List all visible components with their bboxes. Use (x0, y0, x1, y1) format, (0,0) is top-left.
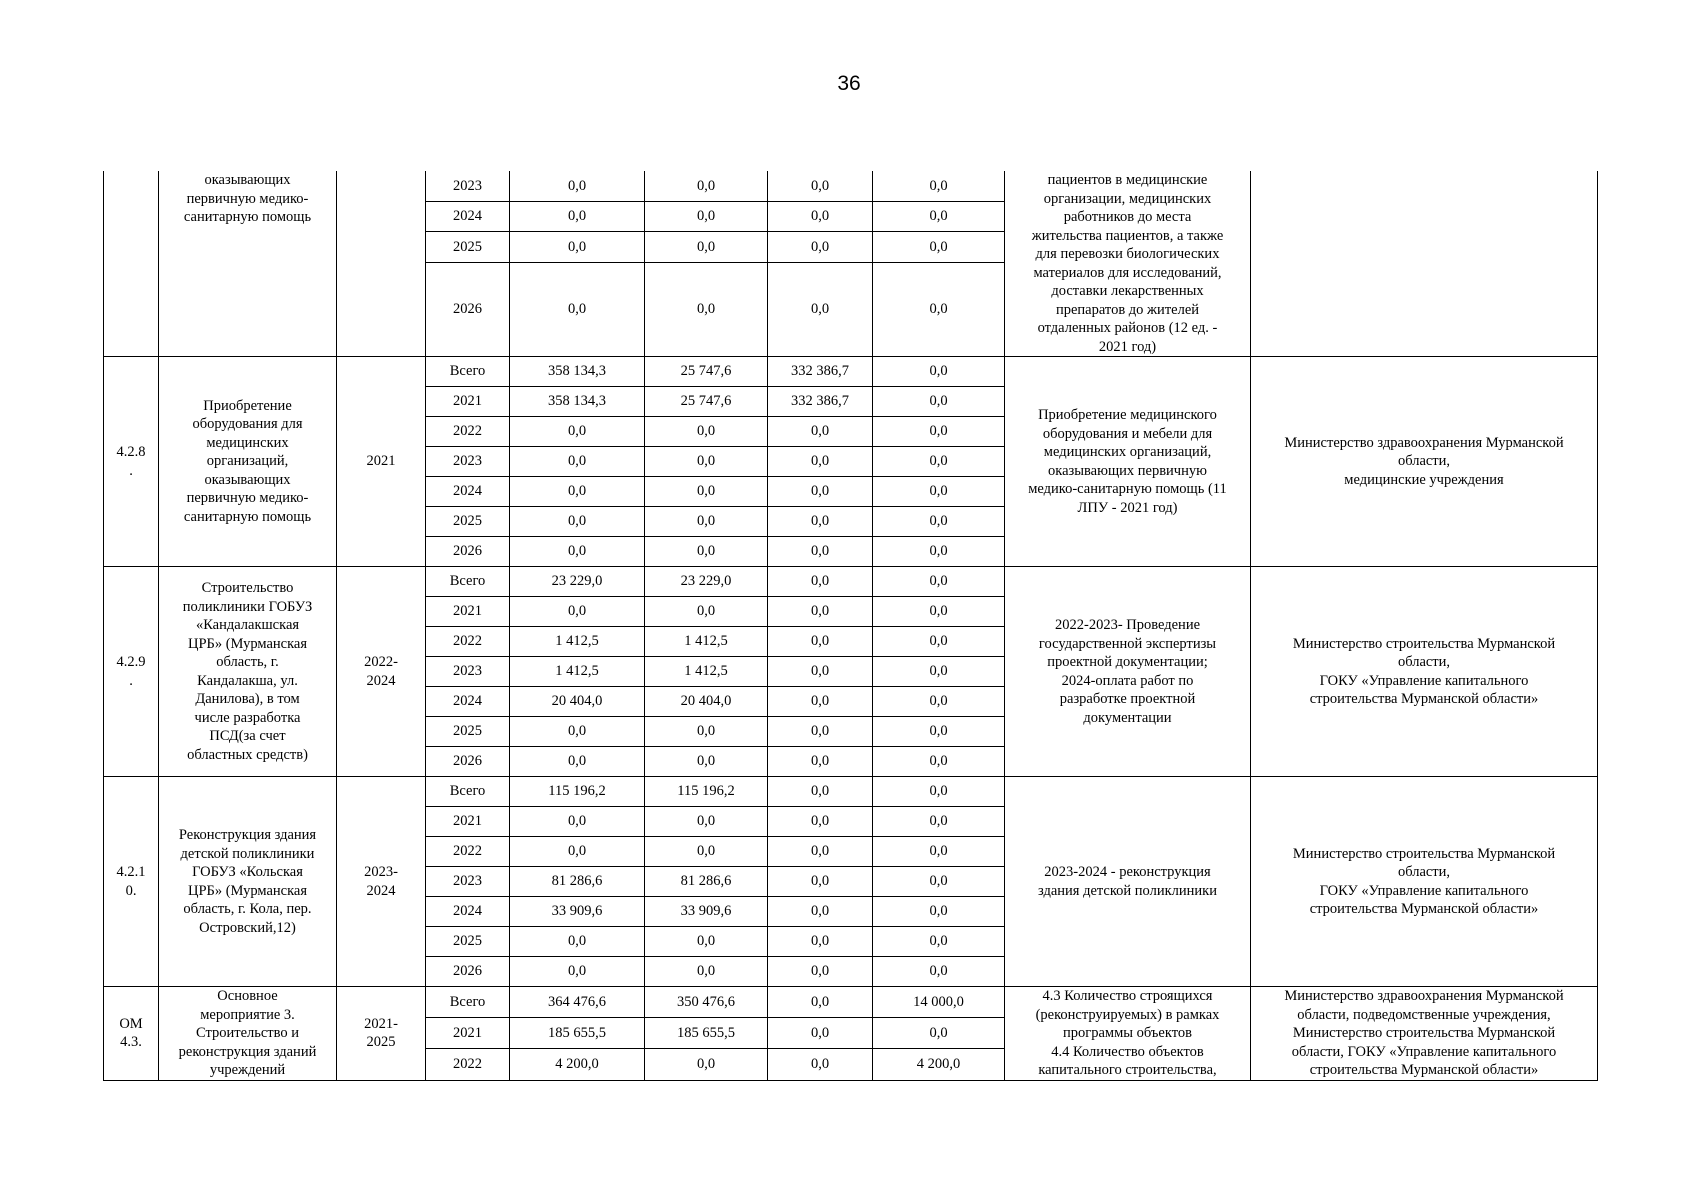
funding-cell: 0,0 (768, 897, 873, 927)
funding-cell: 0,0 (768, 747, 873, 777)
activity-period-cell: 2022- 2024 (337, 567, 426, 777)
funding-cell: 0,0 (768, 567, 873, 597)
table-row (104, 357, 1598, 387)
funding-cell: 0,0 (645, 201, 768, 231)
funding-cell: 0,0 (645, 747, 768, 777)
funding-cell: 0,0 (768, 507, 873, 537)
year-cell: 2022 (426, 1049, 510, 1080)
activity-number-cell: 4.2.8 . (104, 357, 159, 567)
funding-cell: 0,0 (768, 447, 873, 477)
funding-cell: 25 747,6 (645, 387, 768, 417)
year-cell: 2026 (426, 537, 510, 567)
funding-cell: 0,0 (768, 957, 873, 987)
year-cell: 2025 (426, 927, 510, 957)
funding-cell: 332 386,7 (768, 387, 873, 417)
total-cell: 81 286,6 (510, 867, 645, 897)
activity-number-cell: ОМ 4.3. (104, 987, 159, 1081)
funding-cell: 20 404,0 (645, 687, 768, 717)
table-row (104, 567, 1598, 597)
funding-cell: 0,0 (645, 447, 768, 477)
total-cell: 1 412,5 (510, 627, 645, 657)
funding-cell: 115 196,2 (645, 777, 768, 807)
total-cell: 0,0 (510, 837, 645, 867)
funding-cell: 0,0 (768, 657, 873, 687)
funding-cell: 0,0 (873, 927, 1005, 957)
total-cell: 33 909,6 (510, 897, 645, 927)
activity-name-cell: Строительство поликлиники ГОБУЗ «Кандалакшская ЦРБ» (Мурманская область, г. Кандалакша, ул. Данилова), в том числе разработка ПСД(за счет областных средств) (159, 567, 337, 777)
funding-cell: 0,0 (645, 957, 768, 987)
activity-name-cell: Реконструкция здания детской поликлиники ГОБУЗ «Кольская ЦРБ» (Мурманская область, г. Кола, пер. Островский,12) (159, 777, 337, 987)
activity-number-cell: 4.2.1 0. (104, 777, 159, 987)
funding-cell: 0,0 (768, 777, 873, 807)
total-cell: 20 404,0 (510, 687, 645, 717)
result-cell: пациентов в медицинские организации, медицинских работников до места жительства пациентов, а также для перевозки биологических материалов для исследований, доставки лекарственных препаратов до жителей отдаленных районов (12 ед. - 2021 год) (1005, 171, 1251, 357)
total-cell: 4 200,0 (510, 1049, 645, 1080)
page-number: 36 (837, 72, 861, 95)
funding-cell: 0,0 (873, 867, 1005, 897)
funding-cell: 0,0 (645, 507, 768, 537)
funding-cell: 0,0 (768, 927, 873, 957)
year-cell: Всего (426, 567, 510, 597)
total-cell: 0,0 (510, 447, 645, 477)
total-cell: 0,0 (510, 232, 645, 262)
funding-cell: 0,0 (873, 262, 1005, 356)
year-cell: 2025 (426, 232, 510, 262)
funding-cell: 33 909,6 (645, 897, 768, 927)
total-cell: 1 412,5 (510, 657, 645, 687)
funding-cell: 0,0 (873, 201, 1005, 231)
funding-cell: 0,0 (768, 537, 873, 567)
funding-cell: 0,0 (768, 687, 873, 717)
year-cell: 2021 (426, 597, 510, 627)
total-cell: 0,0 (510, 747, 645, 777)
funding-cell: 0,0 (645, 1049, 768, 1080)
funding-cell: 0,0 (645, 232, 768, 262)
funding-cell: 81 286,6 (645, 867, 768, 897)
total-cell: 0,0 (510, 717, 645, 747)
total-cell: 358 134,3 (510, 387, 645, 417)
funding-cell: 0,0 (645, 417, 768, 447)
funding-cell: 14 000,0 (873, 987, 1005, 1018)
activity-name-cell: Приобретение оборудования для медицинских организаций, оказывающих первичную медико- санитарную помощь (159, 357, 337, 567)
year-cell: 2026 (426, 747, 510, 777)
funding-cell: 0,0 (873, 567, 1005, 597)
funding-cell: 0,0 (873, 837, 1005, 867)
executor-cell: Министерство строительства Мурманской области, ГОКУ «Управление капитального строительства Мурманской области» (1251, 567, 1598, 777)
activity-period-cell: 2021- 2025 (337, 987, 426, 1081)
total-cell: 0,0 (510, 262, 645, 356)
funding-cell: 0,0 (768, 201, 873, 231)
result-cell: Приобретение медицинского оборудования и мебели для медицинских организаций, оказывающих первичную медико-санитарную помощь (11 ЛПУ - 2021 год) (1005, 357, 1251, 567)
funding-cell: 0,0 (873, 1018, 1005, 1049)
funding-cell: 0,0 (768, 717, 873, 747)
executor-cell: Министерство строительства Мурманской области, ГОКУ «Управление капитального строительства Мурманской области» (1251, 777, 1598, 987)
year-cell: 2023 (426, 171, 510, 201)
funding-cell: 0,0 (768, 417, 873, 447)
total-cell: 115 196,2 (510, 777, 645, 807)
year-cell: Всего (426, 987, 510, 1018)
total-cell: 0,0 (510, 171, 645, 201)
funding-cell: 0,0 (768, 987, 873, 1018)
funding-cell: 0,0 (873, 597, 1005, 627)
funding-cell: 0,0 (873, 537, 1005, 567)
funding-cell: 0,0 (873, 171, 1005, 201)
activity-block-continued (104, 171, 1598, 357)
total-cell: 358 134,3 (510, 357, 645, 387)
funding-cell: 0,0 (873, 477, 1005, 507)
funding-cell: 0,0 (645, 537, 768, 567)
funding-cell: 0,0 (768, 1049, 873, 1080)
funding-cell: 0,0 (645, 262, 768, 356)
funding-cell: 23 229,0 (645, 567, 768, 597)
funding-cell: 0,0 (645, 597, 768, 627)
funding-cell: 0,0 (768, 1018, 873, 1049)
table-row (104, 171, 1598, 201)
total-cell: 0,0 (510, 597, 645, 627)
funding-cell: 0,0 (768, 232, 873, 262)
funding-cell: 185 655,5 (645, 1018, 768, 1049)
funding-cell: 0,0 (768, 477, 873, 507)
funding-cell: 0,0 (873, 657, 1005, 687)
executor-cell (1251, 171, 1598, 357)
funding-cell: 0,0 (768, 597, 873, 627)
year-cell: 2022 (426, 627, 510, 657)
total-cell: 0,0 (510, 417, 645, 447)
year-cell: 2024 (426, 687, 510, 717)
year-cell: 2024 (426, 477, 510, 507)
year-cell: 2023 (426, 867, 510, 897)
funding-cell: 0,0 (645, 717, 768, 747)
year-cell: 2026 (426, 262, 510, 356)
total-cell: 185 655,5 (510, 1018, 645, 1049)
funding-cell: 0,0 (873, 232, 1005, 262)
funding-cell: 0,0 (873, 717, 1005, 747)
program-activities-table (103, 171, 1598, 1081)
activity-block-4-2-8 (104, 357, 1598, 567)
funding-cell: 0,0 (873, 387, 1005, 417)
total-cell: 0,0 (510, 201, 645, 231)
year-cell: 2022 (426, 837, 510, 867)
activity-period-cell: 2021 (337, 357, 426, 567)
total-cell: 0,0 (510, 807, 645, 837)
funding-cell: 0,0 (873, 357, 1005, 387)
funding-cell: 0,0 (873, 807, 1005, 837)
year-cell: 2026 (426, 957, 510, 987)
total-cell: 23 229,0 (510, 567, 645, 597)
funding-cell: 350 476,6 (645, 987, 768, 1018)
funding-cell: 1 412,5 (645, 657, 768, 687)
total-cell: 0,0 (510, 537, 645, 567)
funding-cell: 0,0 (768, 867, 873, 897)
funding-cell: 0,0 (768, 627, 873, 657)
funding-cell: 0,0 (645, 837, 768, 867)
activity-block-4-2-9 (104, 567, 1598, 777)
year-cell: 2024 (426, 201, 510, 231)
funding-cell: 332 386,7 (768, 357, 873, 387)
funding-cell: 0,0 (645, 807, 768, 837)
year-cell: 2021 (426, 807, 510, 837)
funding-cell: 0,0 (873, 627, 1005, 657)
total-cell: 0,0 (510, 477, 645, 507)
funding-cell: 0,0 (873, 447, 1005, 477)
activity-number-cell: 4.2.9 . (104, 567, 159, 777)
total-cell: 364 476,6 (510, 987, 645, 1018)
funding-cell: 0,0 (873, 777, 1005, 807)
funding-cell: 0,0 (768, 837, 873, 867)
funding-cell: 0,0 (645, 171, 768, 201)
year-cell: 2025 (426, 507, 510, 537)
funding-cell: 25 747,6 (645, 357, 768, 387)
year-cell: 2025 (426, 717, 510, 747)
executor-cell: Министерство здравоохранения Мурманской области, медицинские учреждения (1251, 357, 1598, 567)
funding-cell: 0,0 (645, 927, 768, 957)
funding-cell: 0,0 (645, 477, 768, 507)
result-cell: 2022-2023- Проведение государственной экспертизы проектной документации; 2024-оплата работ по разработке проектной документации (1005, 567, 1251, 777)
activity-name-cell: Основное мероприятие 3. Строительство и реконструкция зданий учреждений (159, 987, 337, 1081)
total-cell: 0,0 (510, 957, 645, 987)
activity-period-cell (337, 171, 426, 357)
total-cell: 0,0 (510, 927, 645, 957)
funding-cell: 0,0 (768, 171, 873, 201)
executor-cell: Министерство здравоохранения Мурманской области, подведомственные учреждения, Министерство строительства Мурманской области, ГОКУ «Управление капитального строительства Мурманской области» (1251, 987, 1598, 1081)
total-cell: 0,0 (510, 507, 645, 537)
activity-period-cell: 2023- 2024 (337, 777, 426, 987)
funding-cell: 0,0 (873, 417, 1005, 447)
funding-cell: 0,0 (873, 507, 1005, 537)
year-cell: 2021 (426, 387, 510, 417)
result-cell: 2023-2024 - реконструкция здания детской поликлиники (1005, 777, 1251, 987)
funding-cell: 0,0 (873, 957, 1005, 987)
result-cell: 4.3 Количество строящихся (реконструируемых) в рамках программы объектов 4.4 Количество объектов капитального строительства, (1005, 987, 1251, 1081)
activity-name-cell: оказывающих первичную медико- санитарную помощь (159, 171, 337, 357)
table-row (104, 987, 1598, 1018)
funding-cell: 0,0 (873, 897, 1005, 927)
funding-cell: 1 412,5 (645, 627, 768, 657)
funding-cell: 0,0 (873, 687, 1005, 717)
funding-cell: 4 200,0 (873, 1049, 1005, 1080)
year-cell: 2023 (426, 447, 510, 477)
year-cell: Всего (426, 777, 510, 807)
activity-block-om-4-3 (104, 987, 1598, 1081)
activity-number-cell (104, 171, 159, 357)
funding-cell: 0,0 (768, 807, 873, 837)
table-row (104, 777, 1598, 807)
year-cell: 2021 (426, 1018, 510, 1049)
year-cell: Всего (426, 357, 510, 387)
funding-cell: 0,0 (768, 262, 873, 356)
year-cell: 2024 (426, 897, 510, 927)
year-cell: 2022 (426, 417, 510, 447)
activity-block-4-2-10 (104, 777, 1598, 987)
year-cell: 2023 (426, 657, 510, 687)
funding-cell: 0,0 (873, 747, 1005, 777)
